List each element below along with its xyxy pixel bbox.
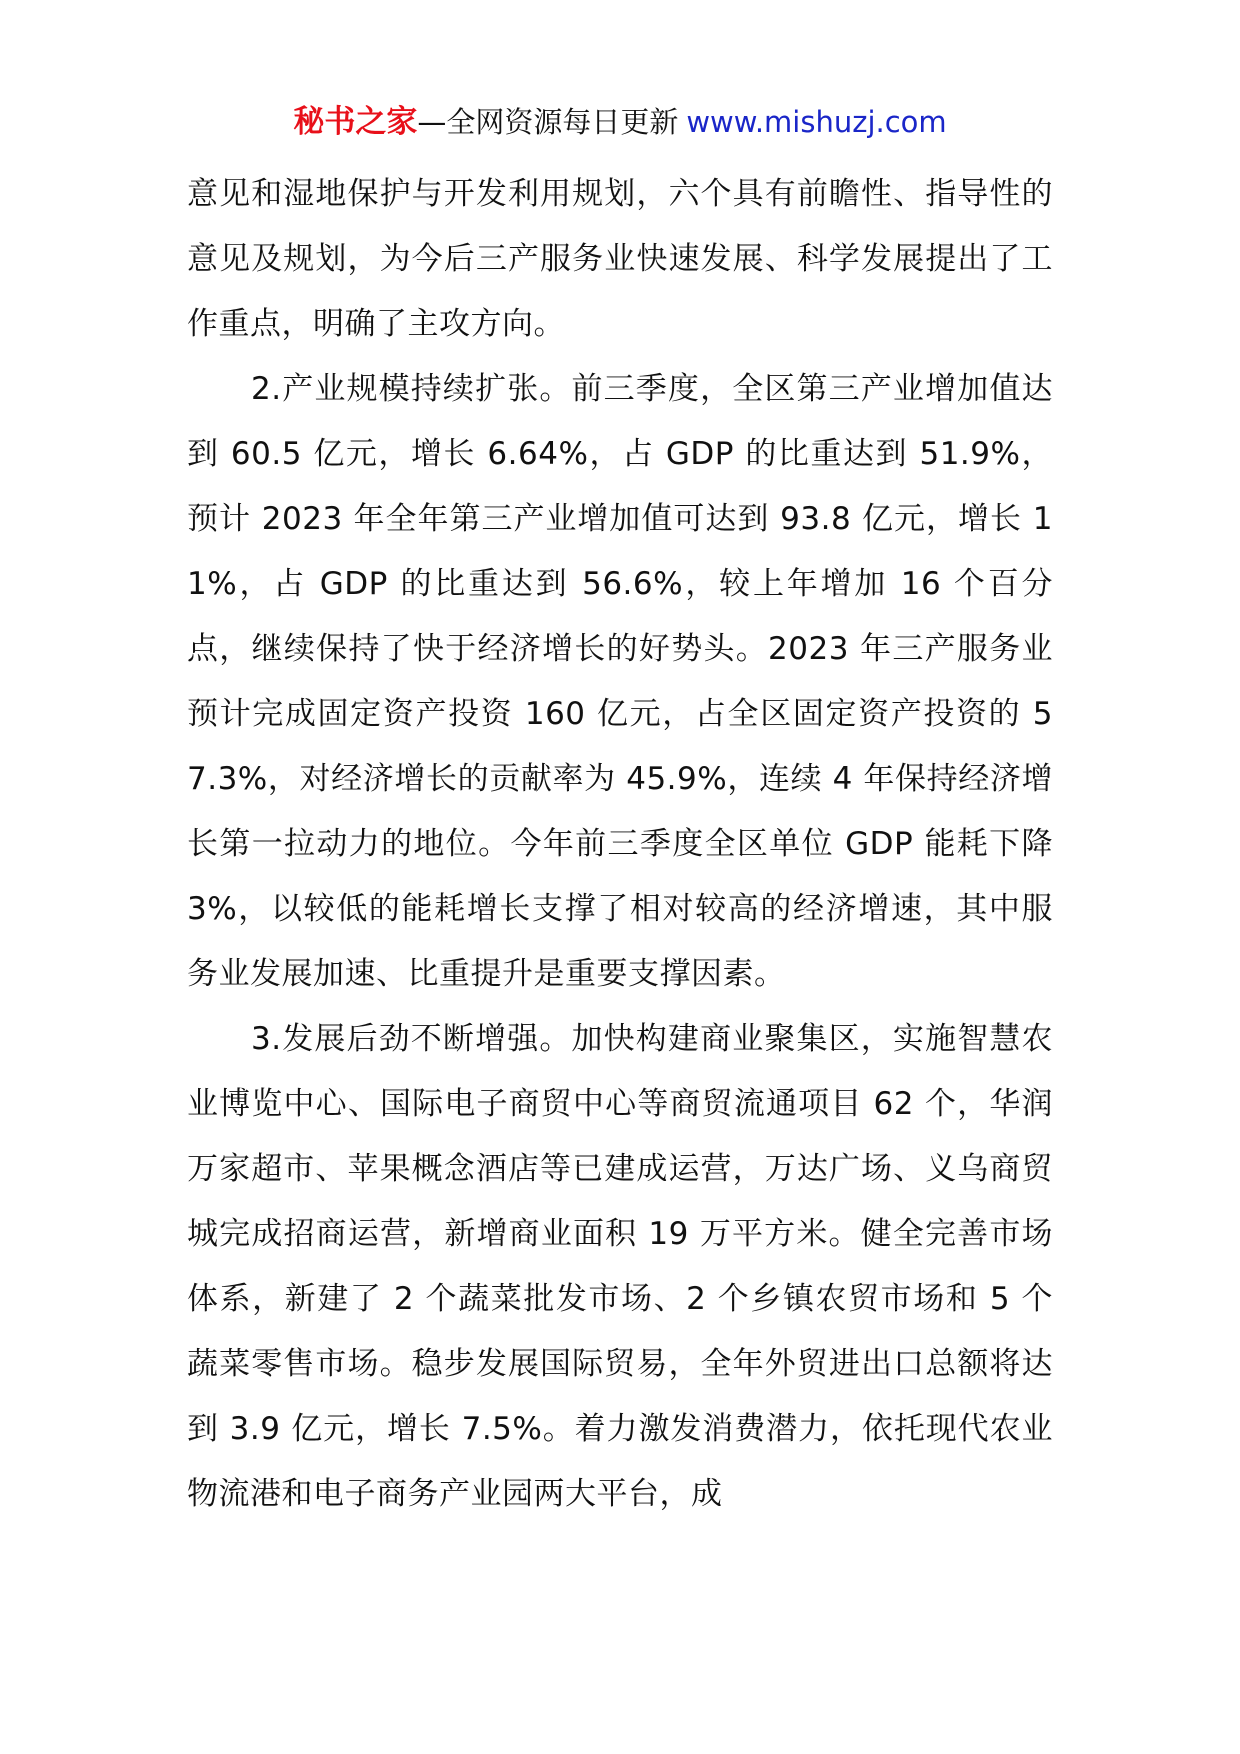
header-tagline: —全网资源每日更新 — [417, 105, 679, 139]
brand-name: 秘书之家 — [293, 104, 418, 140]
document-body — [187, 162, 1053, 1527]
paragraph-industry-scale: 2.产业规模持续扩张。前三季度，全区第三产业增加值达到 60.5 亿元，增长 6.64%，占 GDP 的比重达到 51.9%，预计 2023 年全年第三产业增加值可达到 93.8 亿元，增长 11%，占 GDP 的比重达到 56.6%，较上年增加 16 个百分点，继续保持了快于经济增长的好势头。2023 年三产服务业预计完成固定资产投资 160 亿元，占全区固定资产投资的 57.3%，对经济增长的贡献率为 45.9%，连续 4 年保持经济增长第一拉动力的地位。今年前三季度全区单位 GDP 能耗下降 3%，以较低的能耗增长支撑了相对较高的经济增速，其中服务业发展加速、比重提升是重要支撑因素。 — [187, 371, 1053, 992]
site-url-link[interactable]: www.mishuzj.com — [686, 105, 947, 139]
paragraph-continued: 意见和湿地保护与开发利用规划，六个具有前瞻性、指导性的意见及规划，为今后三产服务业快速发展、科学发展提出了工作重点，明确了主攻方向。 — [187, 176, 1053, 342]
page-header — [0, 100, 1240, 144]
paragraph-development-momentum: 3.发展后劲不断增强。加快构建商业聚集区，实施智慧农业博览中心、国际电子商贸中心等商贸流通项目 62 个，华润万家超市、苹果概念酒店等已建成运营，万达广场、义乌商贸城完成招商运营，新增商业面积 19 万平方米。健全完善市场体系，新建了 2 个蔬菜批发市场、2 个乡镇农贸市场和 5 个蔬菜零售市场。稳步发展国际贸易，全年外贸进出口总额将达到 3.9 亿元，增长 7.5%。着力激发消费潜力，依托现代农业物流港和电子商务产业园两大平台，成 — [187, 1021, 1053, 1512]
